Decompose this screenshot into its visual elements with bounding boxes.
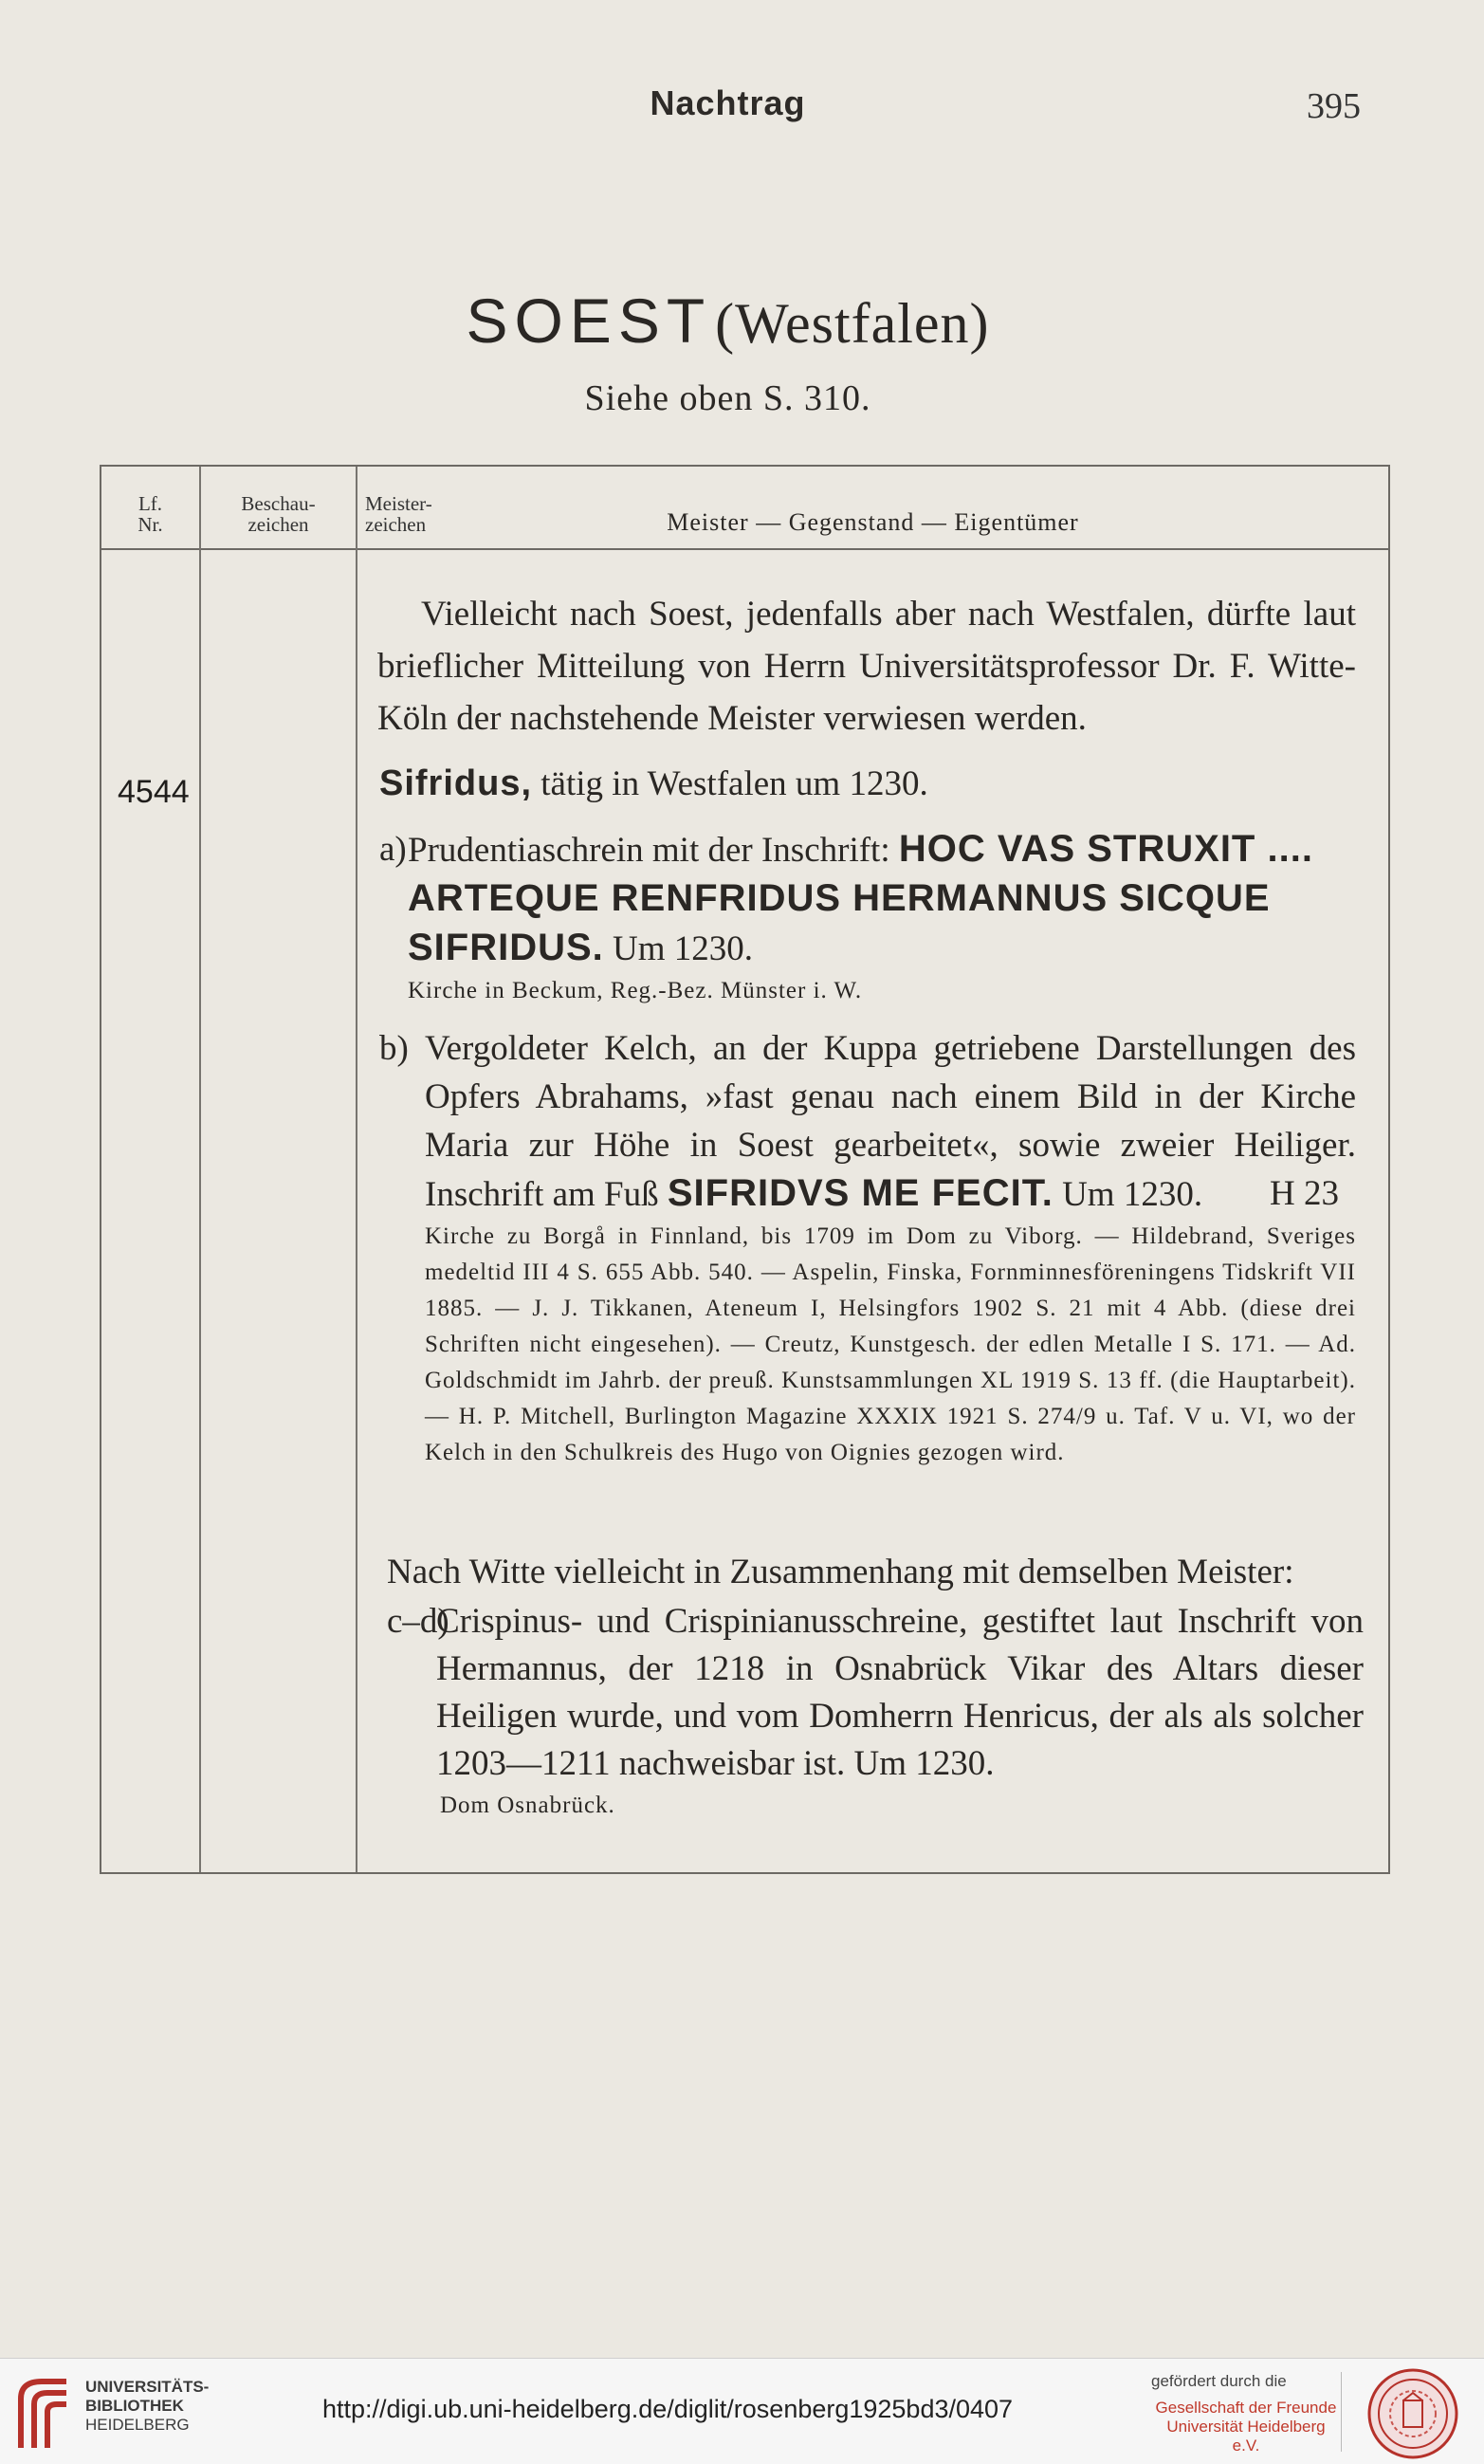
col-header-assay-line2: zeichen	[247, 513, 309, 536]
col-header-assay-line1: Beschau-	[241, 492, 316, 515]
col-header-number	[101, 493, 199, 535]
page-title	[0, 285, 1456, 357]
sponsor-name-line1: Gesellschaft der Freunde	[1155, 2399, 1337, 2417]
item-b-label: b)	[379, 1029, 409, 1068]
item-a	[379, 825, 1356, 1009]
title-city: SOEST	[466, 285, 712, 356]
item-b-description: Vergoldeter Kelch, an der Kuppa getriebene Darstellungen des Opfers Abrahams, »fast genau nach einem Bild in der Kirche Maria zur Höhe in Soest gearbeitet«, sowie zweier Heiliger. Inschrift am Fuß	[425, 1029, 1356, 1214]
item-b-date: Um 1230.	[1053, 1175, 1203, 1214]
sponsor-name-line2: Universität Heidelberg e.V.	[1166, 2418, 1326, 2455]
follow-up-note: Nach Witte vielleicht in Zusammenhang mit demselben Meister:	[387, 1553, 1294, 1591]
footer-divider	[1341, 2372, 1342, 2452]
entry-number: 4544	[118, 774, 190, 810]
page-number: 395	[1307, 86, 1361, 126]
col-header-description: Meister — Gegenstand — Eigentümer	[667, 508, 1079, 536]
item-cd-label: c–d)	[387, 1602, 449, 1641]
col-header-assay-mark	[201, 493, 356, 535]
cross-reference: Siehe oben S. 310.	[584, 378, 871, 418]
item-a-description: Prudentiaschrein mit der Inschrift:	[408, 831, 899, 870]
item-b-inscription: SIFRIDVS ME FECIT.	[667, 1172, 1053, 1214]
library-name-line2: BIBLIOTHEK	[85, 2397, 184, 2415]
viewer-footer	[0, 2358, 1484, 2464]
col-header-number-line1: Lf.	[137, 492, 163, 515]
sponsor-intro: gefördert durch die	[1151, 2372, 1287, 2390]
library-name	[85, 2378, 209, 2435]
item-a-inscription: HOC VAS STRUXIT .... ARTEQUE RENFRIDUS HERMANNUS SICQUE SIFRIDUS.	[408, 828, 1313, 968]
item-a-location: Kirche in Beckum, Reg.-Bez. Münster i. W.	[408, 978, 863, 1003]
sponsor-name	[1153, 2399, 1339, 2455]
column-divider	[199, 467, 201, 1872]
col-header-number-line2: Nr.	[137, 513, 163, 536]
item-a-date: Um 1230.	[603, 929, 754, 968]
item-b-literature: Kirche zu Borgå in Finnland, bis 1709 im Dom zu Viborg. — Hildebrand, Sveriges medeltid III 4 S. 655 Abb. 540. — Aspelin, Finska, Fornminnesföreningens Tidskrift VII 1885. — J. J. Tikkanen, Ateneum I, Helsingfors 1902 S. 21 mit 4 Abb. (diese drei Schriften nicht eingesehen). — Creutz, Kunstgesch. der edlen Metalle I S. 171. — Ad. Goldschmidt im Jahrb. der preuß. Kunstsammlungen XL 1919 S. 13 ff. (die Hauptarbeit). — H. P. Mitchell, Burlington Magazine XXXIX 1921 S. 274/9 u. Taf. V u. VI, wo der Kelch in den Schulkreis des Hugo von Oignies gezogen wird.	[425, 1223, 1356, 1465]
item-b	[379, 1024, 1356, 1471]
item-cd-description: Crispinus- und Crispinianusschreine, gestiftet laut Inschrift von Hermannus, der 1218 in Osnabrück Vikar des Altars dieser Heiligen wurde, und vom Domherrn Henricus, der als als solcher 1203—1211 nachweisbar ist. Um 1230.	[436, 1602, 1364, 1783]
library-name-line3: HEIDELBERG	[85, 2416, 190, 2434]
item-a-label: a)	[379, 830, 407, 869]
master-name: Sifridus,	[379, 763, 533, 803]
item-b-reference: H 23	[1270, 1174, 1339, 1213]
intro-paragraph: Vielleicht nach Soest, jedenfalls aber nach Westfalen, dürfte laut brieflicher Mitteilung von Herrn Universitätsprofessor Dr. F. Witte-Köln der nachstehende Meister verwiesen werden.	[377, 595, 1356, 738]
col-header-maker-line2: zeichen	[365, 513, 427, 536]
title-region: (Westfalen)	[715, 292, 990, 355]
item-cd	[387, 1598, 1364, 1824]
running-head: Nachtrag	[650, 83, 806, 122]
library-name-line1: UNIVERSITÄTS-	[85, 2378, 210, 2396]
permalink-url[interactable]: http://digi.ub.uni-heidelberg.de/diglit/rosenberg1925bd3/0407	[322, 2395, 1014, 2423]
library-logo-icon	[13, 2370, 74, 2454]
entry-heading	[379, 763, 928, 804]
item-cd-location: Dom Osnabrück.	[440, 1793, 615, 1818]
master-dates: tätig in Westfalen um 1230.	[532, 764, 928, 803]
university-seal-icon	[1365, 2366, 1460, 2461]
column-divider	[356, 467, 357, 1872]
col-header-maker-line1: Meister-	[365, 492, 432, 515]
